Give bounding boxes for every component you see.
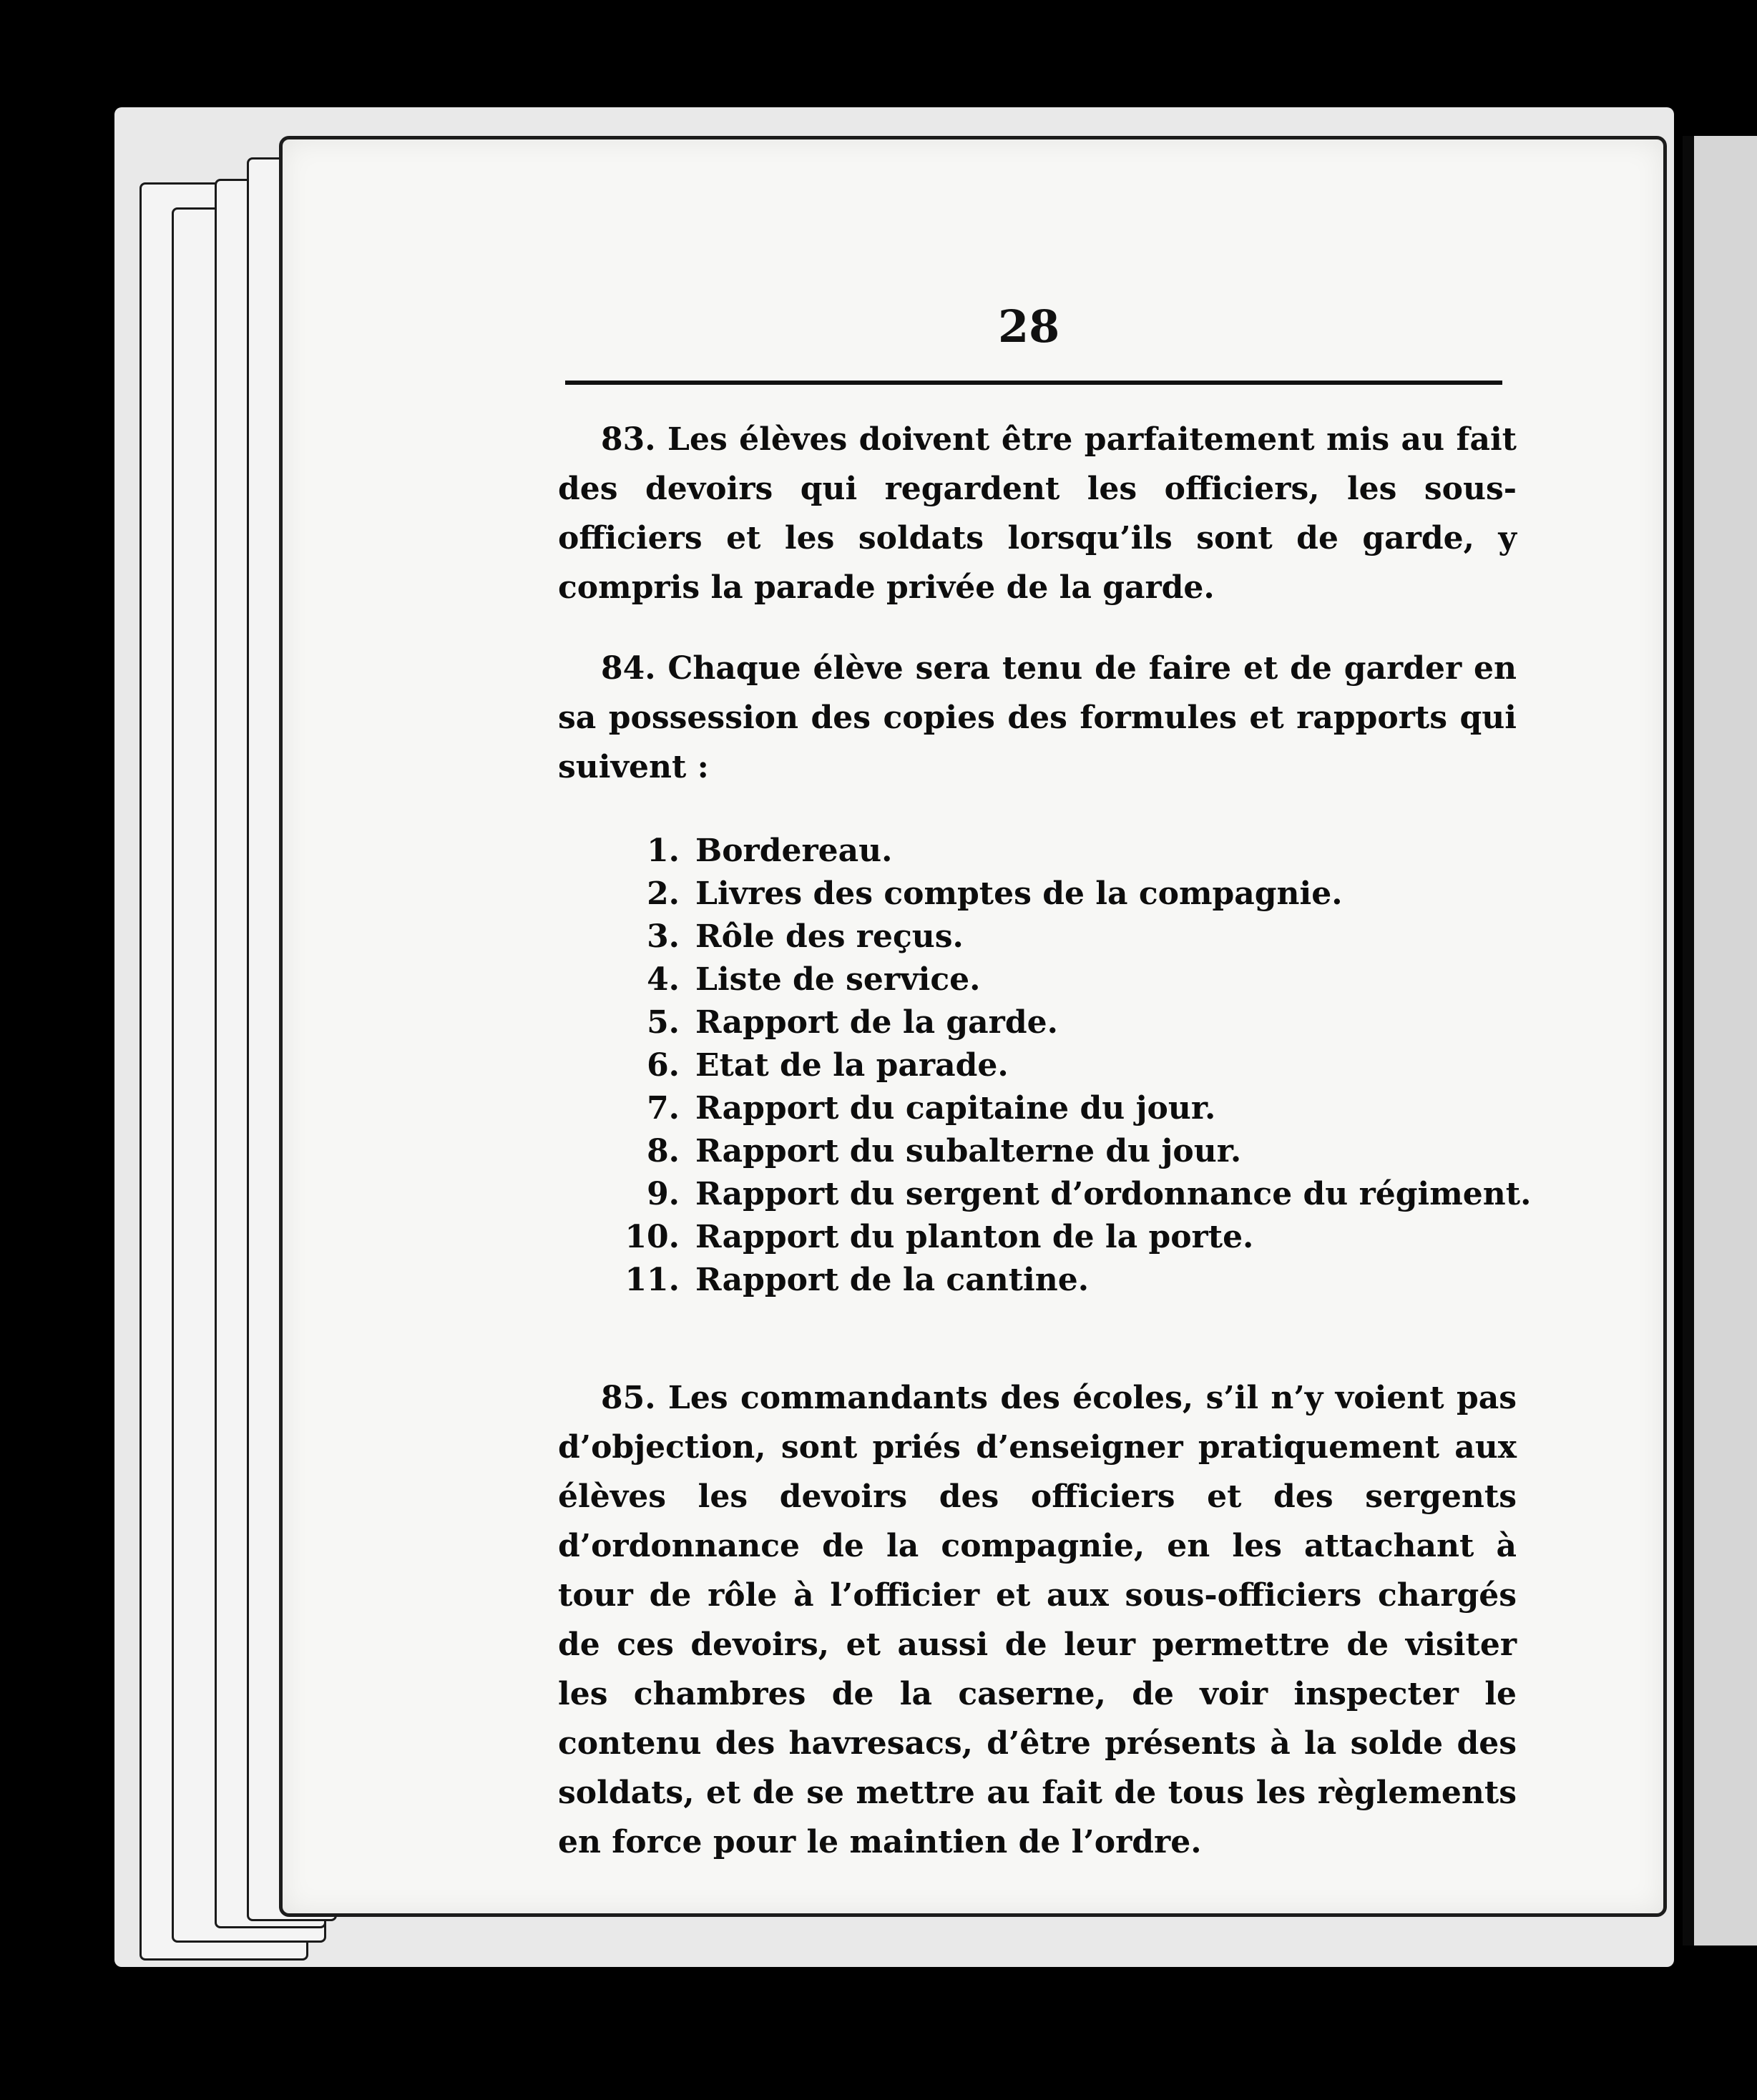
page-number: 28 [998,300,1060,353]
list-item [594,1259,1531,1302]
list-item [594,873,1531,916]
list-item-number: 5. [647,1004,680,1041]
list-item-label: Bordereau. [695,833,893,869]
list-item-number: 9. [647,1176,680,1212]
list-item [594,830,1531,873]
list-item-label: Rôle des reçus. [695,918,964,955]
header-rule [565,381,1502,385]
list-item-number: 8. [647,1133,680,1169]
list-item-number: 6. [647,1047,680,1084]
list-item-label: Rapport du sergent d’ordonnance du régiment. [695,1176,1532,1212]
list-item-number: 10. [625,1219,680,1255]
list-item-label: Rapport de la cantine. [695,1262,1090,1298]
list-item-number: 7. [647,1090,680,1127]
list-item-label: Rapport de la garde. [695,1004,1058,1041]
list-item-number: 3. [647,918,680,955]
list-item [594,1087,1531,1130]
list-item-number: 4. [647,961,680,998]
list-item [594,1216,1531,1259]
list-item [594,958,1531,1001]
facing-page-edge [1683,136,1757,1946]
list-item-label: Rapport du subalterne du jour. [695,1133,1242,1169]
list-item-label: Etat de la parade. [695,1047,1009,1084]
list-item [594,1173,1531,1216]
list-item [594,1044,1531,1087]
list-item-number: 2. [647,875,680,912]
paragraph-85: 85. Les commandants des écoles, s’il n’y voient pas d’objection, sont priés d’enseigner pratiquement aux élèves les devoirs des officiers et des sergents d’ordonnance de la compagnie, en les attachant à tour de rôle à l’officier et aux sous-officiers chargés de ces devoirs, et aussi de leur permettre de visiter les chambres de la caserne, de voir inspecter le contenu des havresacs, d’être présents à la solde des soldats, et de se mettre au fait de tous les règlements en force pour le maintien de l’ordre. [558,1380,1517,1860]
list-item-label: Liste de service. [695,961,981,998]
list-item [594,1001,1531,1044]
forms-list [594,830,1531,1302]
list-item [594,916,1531,958]
list-item-number: 11. [625,1262,680,1298]
list-item-label: Rapport du capitaine du jour. [695,1090,1216,1127]
paragraph-84: 84. Chaque élève sera tenu de faire et de garder en sa possession des copies des formules et rapports qui suivent : [558,650,1517,785]
list-item-number: 1. [647,833,680,869]
paragraph-83: 83. Les élèves doivent être parfaitement mis au fait des devoirs qui regardent les officiers, les sous-officiers et les soldats lorsqu’ils sont de garde, y compris la parade privée de la garde. [558,421,1517,606]
list-item-label: Rapport du planton de la porte. [695,1219,1254,1255]
list-item [594,1130,1531,1173]
list-item-label: Livres des comptes de la compagnie. [695,875,1343,912]
